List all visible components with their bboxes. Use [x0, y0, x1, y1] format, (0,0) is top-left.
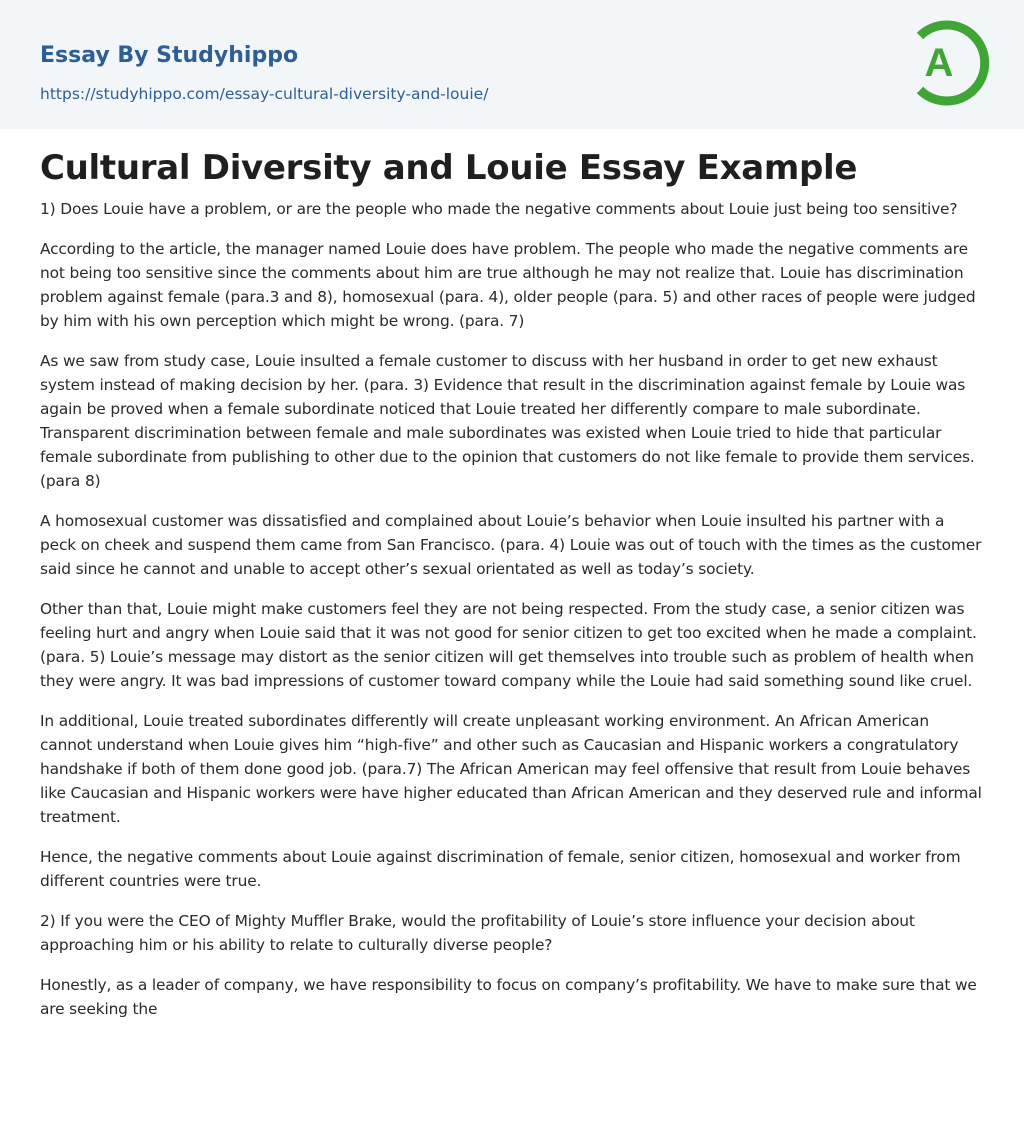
essay-paragraph: According to the article, the manager named Louie does have problem. The people who made the negative comments are not being too sensitive since the comments about him are true although he may not realize that. Louie has discrimination problem against female (para.3 and 8), homosexual (para. 4), older people (para. 5) and other races of people were judged by him with his own perception which might be wrong. (para. 7) — [40, 240, 976, 330]
essay-paragraph: Other than that, Louie might make customers feel they are not being respected. From the study case, a senior citizen was feeling hurt and angry when Louie said that it was not good for senior citizen to get too excited when he made a complaint. (para. 5) Louie’s message may distort as the senior citizen will get themselves into trouble such as problem of health when they were angry. It was bad impressions of customer toward company while the Louie had said something sound like cruel. — [40, 600, 977, 690]
essay-paragraph: As we saw from study case, Louie insulted a female customer to discuss with her husband in order to get new exhaust system instead of making decision by her. (para. 3) Evidence that result in the discrimination against female by Louie was again be proved when a female subordinate noticed that Louie treated her differently compare to male subordinate. Transparent discrimination between female and male subordinates was existed when Louie tried to hide that particular female subordinate from publishing to other due to the opinion that customers do not like female to provide them services. (para 8) — [40, 352, 975, 490]
page-title: Cultural Diversity and Louie Essay Example — [40, 148, 858, 188]
essay-paragraph: In additional, Louie treated subordinates differently will create unpleasant working environment. An African American cannot understand when Louie gives him “high-five” and other such as Caucasian and Hispanic workers a congratulatory handshake if both of them done good job. (para.7) The African American may feel offensive that result from Louie behaves like Caucasian and Hispanic workers were have higher educated than African American and they deserved rule and informal treatment. — [40, 712, 982, 826]
essay-paragraph: 1) Does Louie have a problem, or are the people who made the negative comments about Louie just being too sensitive? — [40, 200, 958, 218]
essay-content — [0, 129, 1024, 1021]
essay-paragraph: 2) If you were the CEO of Mighty Muffler Brake, would the profitability of Louie’s store influence your decision about approaching him or his ability to relate to culturally diverse people? — [40, 912, 915, 954]
essay-paragraph: Hence, the negative comments about Louie against discrimination of female, senior citizen, homosexual and worker from different countries were true. — [40, 848, 961, 890]
logo-letter: A — [924, 41, 954, 85]
brand-title[interactable]: Essay By Studyhippo — [40, 43, 299, 68]
source-url-link[interactable]: https://studyhippo.com/essay-cultural-diversity-and-louie/ — [40, 85, 489, 103]
essay-paragraph: A homosexual customer was dissatisfied and complained about Louie’s behavior when Louie insulted his partner with a peck on cheek and suspend them came from San Francisco. (para. 4) Louie was out of touch with the times as the customer said since he cannot and unable to accept other’s sexual orientated as well as today’s society. — [40, 512, 982, 578]
site-header — [0, 0, 1024, 129]
studyhippo-logo-icon[interactable] — [900, 18, 990, 108]
essay-paragraph: Honestly, as a leader of company, we have responsibility to focus on company’s profitability. We have to make sure that we are seeking the — [40, 976, 977, 1018]
